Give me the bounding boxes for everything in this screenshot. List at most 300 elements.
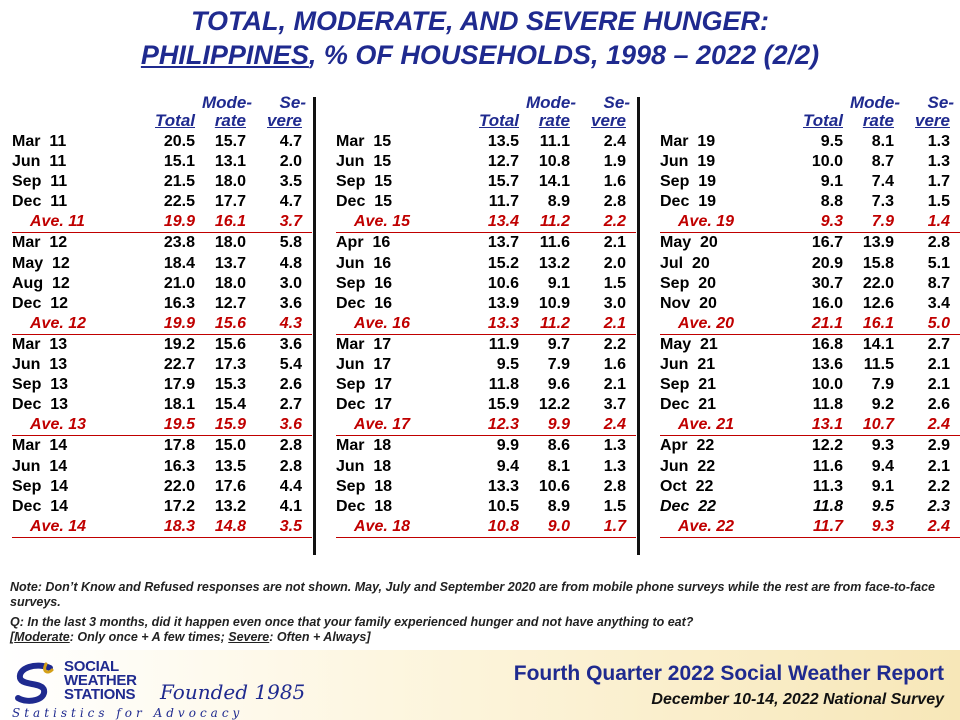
- moderate-definition: : Only once + A few times;: [69, 630, 229, 644]
- row-label: Dec 14: [12, 497, 69, 515]
- row-label: Mar 17: [336, 335, 392, 353]
- footer-banner: [0, 650, 960, 720]
- moderate-cell: 13.1: [214, 153, 246, 171]
- table-row: [336, 335, 636, 355]
- severe-cell: 2.0: [603, 254, 626, 272]
- total-cell: 15.1: [163, 153, 195, 171]
- total-cell: 13.9: [487, 294, 519, 312]
- table-row: [660, 436, 960, 456]
- moderate-cell: 10.9: [538, 294, 570, 312]
- total-cell: 21.0: [163, 274, 195, 292]
- average-row: [660, 517, 960, 538]
- severe-cell: 2.9: [927, 437, 950, 455]
- notes-section: [10, 580, 950, 650]
- column-header-row: [660, 92, 960, 132]
- severe-header-top: Se-: [927, 93, 954, 112]
- founded-text: Founded 1985: [160, 680, 306, 704]
- total-cell: 11.3: [812, 477, 843, 495]
- table-row: [12, 457, 312, 477]
- row-label: Nov 20: [660, 294, 717, 312]
- moderate-cell: 7.3: [871, 193, 894, 211]
- severe-cell: 2.2: [603, 213, 626, 231]
- moderate-cell: 13.9: [862, 234, 894, 252]
- table-row: [336, 274, 636, 294]
- total-cell: 22.0: [163, 477, 195, 495]
- report-title: [0, 4, 960, 72]
- severe-cell: 2.6: [927, 396, 950, 414]
- table-row: [660, 395, 960, 415]
- row-label: Mar 18: [336, 437, 392, 455]
- table-row: [336, 294, 636, 314]
- total-cell: 15.7: [487, 173, 519, 191]
- severe-cell: 2.1: [927, 376, 950, 394]
- moderate-cell: 9.7: [547, 335, 570, 353]
- total-cell: 19.2: [163, 335, 195, 353]
- moderate-cell: 15.4: [214, 396, 246, 414]
- total-cell: 11.8: [488, 376, 519, 394]
- moderate-cell: 15.6: [214, 314, 246, 332]
- sws-logo: [10, 656, 310, 720]
- severe-cell: 2.7: [279, 396, 302, 414]
- total-cell: 18.3: [163, 517, 195, 535]
- moderate-cell: 11.1: [539, 133, 570, 150]
- row-label: Ave. 17: [354, 416, 411, 434]
- moderate-cell: 7.9: [871, 213, 894, 231]
- total-cell: 20.9: [811, 254, 843, 272]
- total-cell: 13.5: [487, 133, 519, 150]
- severe-cell: 2.4: [927, 416, 950, 434]
- total-cell: 15.9: [487, 396, 519, 414]
- moderate-cell: 7.9: [871, 376, 894, 394]
- row-label: Jun 14: [12, 457, 68, 475]
- severe-cell: 4.8: [279, 254, 302, 272]
- severe-cell: 2.8: [603, 477, 626, 495]
- severe-cell: 3.5: [279, 517, 302, 535]
- moderate-cell: 9.4: [871, 457, 894, 475]
- table-row: [336, 152, 636, 172]
- table-row: [12, 192, 312, 212]
- total-cell: 18.4: [163, 254, 195, 272]
- severe-cell: 3.0: [279, 274, 302, 292]
- row-label: Sep 18: [336, 477, 393, 495]
- row-label: Ave. 15: [354, 213, 411, 231]
- title-line-2: [0, 38, 960, 72]
- severe-cell: 3.4: [927, 294, 950, 312]
- moderate-cell: 8.7: [871, 153, 894, 171]
- total-cell: 16.8: [811, 335, 843, 353]
- total-header: Total: [155, 111, 195, 130]
- moderate-header-top: Mode-: [849, 93, 900, 112]
- row-label: Apr 22: [660, 437, 715, 455]
- row-label: Sep 11: [12, 173, 68, 191]
- severe-cell: 1.3: [927, 133, 950, 150]
- row-label: Mar 12: [12, 234, 68, 252]
- row-label: Dec 22: [660, 497, 717, 515]
- moderate-cell: 11.2: [540, 213, 570, 231]
- total-cell: 20.5: [163, 133, 195, 150]
- severe-cell: 4.3: [279, 314, 302, 332]
- row-label: Jun 15: [336, 153, 392, 171]
- moderate-cell: 12.2: [538, 396, 570, 414]
- average-row: [660, 314, 960, 335]
- row-label: Ave. 13: [30, 416, 87, 434]
- moderate-cell: 9.1: [871, 477, 894, 495]
- severe-label: Severe: [228, 630, 270, 644]
- severe-cell: 2.0: [279, 153, 302, 171]
- severe-cell: 2.1: [927, 457, 950, 475]
- moderate-cell: 17.3: [214, 356, 246, 374]
- total-cell: 30.7: [811, 274, 843, 292]
- row-label: Jun 11: [12, 153, 67, 171]
- table-row: [660, 294, 960, 314]
- moderate-header-bottom: rate: [214, 111, 246, 130]
- table-row: [660, 375, 960, 395]
- moderate-cell: 9.5: [871, 497, 894, 515]
- moderate-cell: 7.9: [547, 356, 570, 374]
- row-label: Mar 19: [660, 133, 716, 150]
- total-cell: 13.3: [487, 477, 519, 495]
- moderate-cell: 8.9: [547, 497, 570, 515]
- severe-cell: 1.5: [927, 193, 950, 211]
- moderate-cell: 13.5: [214, 457, 246, 475]
- total-cell: 13.4: [487, 213, 519, 231]
- severe-header-top: Se-: [603, 93, 630, 112]
- row-label: Sep 20: [660, 274, 717, 292]
- severe-cell: 1.7: [603, 517, 626, 535]
- question-text: Q: In the last 3 months, did it happen even once that your family experienced hunger and not have anything to eat? [Moderate: Only once + A few times; Severe: Often + Always]: [10, 615, 694, 644]
- severe-cell: 4.4: [279, 477, 302, 495]
- table-row: [660, 355, 960, 375]
- severe-cell: 3.0: [603, 294, 626, 312]
- total-cell: 21.5: [163, 173, 195, 191]
- table-row: [12, 152, 312, 172]
- table-row: [12, 395, 312, 415]
- severe-cell: 2.2: [927, 477, 950, 495]
- row-label: Sep 17: [336, 376, 393, 394]
- severe-cell: 1.4: [927, 213, 950, 231]
- total-cell: 12.3: [487, 416, 519, 434]
- moderate-cell: 15.7: [214, 133, 246, 150]
- moderate-cell: 9.6: [547, 376, 570, 394]
- row-label: May 12: [12, 254, 70, 272]
- severe-cell: 1.3: [603, 457, 626, 475]
- total-cell: 13.1: [811, 416, 843, 434]
- moderate-header-top: Mode-: [525, 93, 576, 112]
- severe-cell: 2.1: [927, 356, 950, 374]
- row-label: Jun 18: [336, 457, 392, 475]
- severe-cell: 2.4: [927, 517, 950, 535]
- total-cell: 11.9: [488, 335, 519, 353]
- severe-definition: : Often + Always]: [269, 630, 371, 644]
- org-line-3: STATIONS: [64, 686, 136, 703]
- severe-header-top: Se-: [279, 93, 306, 112]
- row-label: Dec 21: [660, 396, 717, 414]
- moderate-cell: 10.6: [538, 477, 570, 495]
- moderate-header-bottom: rate: [538, 111, 570, 130]
- severe-cell: 2.8: [603, 193, 626, 211]
- moderate-cell: 17.7: [214, 193, 246, 211]
- total-cell: 10.5: [487, 497, 519, 515]
- moderate-cell: 9.9: [547, 416, 570, 434]
- total-cell: 17.9: [163, 376, 195, 394]
- table-row: [12, 355, 312, 375]
- org-name: [64, 660, 137, 702]
- moderate-cell: 8.1: [547, 457, 570, 475]
- severe-cell: 3.5: [279, 173, 302, 191]
- org-line-1: SOCIAL: [64, 658, 119, 675]
- swirl-logo-icon: [12, 660, 58, 706]
- moderate-cell: 13.2: [214, 497, 246, 515]
- row-label: Dec 19: [660, 193, 717, 211]
- table-row: [336, 172, 636, 192]
- average-row: [336, 314, 636, 335]
- moderate-cell: 13.7: [214, 254, 246, 272]
- average-row: [12, 517, 312, 538]
- severe-cell: 4.1: [279, 497, 302, 515]
- row-label: May 20: [660, 234, 718, 252]
- severe-cell: 1.5: [603, 274, 626, 292]
- severe-cell: 5.1: [927, 254, 950, 272]
- row-label: Mar 15: [336, 133, 392, 150]
- moderate-label: Moderate: [14, 630, 70, 644]
- moderate-cell: 17.6: [214, 477, 246, 495]
- total-cell: 9.4: [496, 457, 519, 475]
- row-label: Jun 21: [660, 356, 716, 374]
- row-label: Aug 12: [12, 274, 70, 292]
- row-label: Dec 17: [336, 396, 393, 414]
- total-cell: 11.7: [488, 193, 519, 211]
- row-label: Jun 19: [660, 153, 716, 171]
- total-cell: 9.3: [820, 213, 843, 231]
- severe-cell: 1.7: [927, 173, 950, 191]
- row-label: Jun 17: [336, 356, 392, 374]
- table-row: [336, 132, 636, 152]
- total-cell: 22.5: [163, 193, 195, 211]
- severe-cell: 1.6: [603, 173, 626, 191]
- total-cell: 15.2: [487, 254, 519, 272]
- row-label: Ave. 14: [30, 517, 87, 535]
- row-label: Dec 18: [336, 497, 393, 515]
- total-cell: 10.8: [487, 517, 519, 535]
- moderate-cell: 14.1: [862, 335, 894, 353]
- total-cell: 19.9: [163, 213, 195, 231]
- table-row: [336, 375, 636, 395]
- column-divider-2: [637, 97, 640, 555]
- total-cell: 16.3: [163, 457, 195, 475]
- total-header: Total: [479, 111, 519, 130]
- severe-cell: 3.7: [603, 396, 626, 414]
- table-row: [660, 233, 960, 253]
- row-label: Sep 21: [660, 376, 717, 394]
- row-label: Oct 22: [660, 477, 714, 495]
- total-cell: 17.8: [163, 437, 195, 455]
- total-cell: 11.6: [812, 457, 843, 475]
- org-line-2: WEATHER: [64, 672, 137, 689]
- average-row: [660, 415, 960, 436]
- row-label: Ave. 11: [30, 213, 85, 231]
- table-row: [12, 497, 312, 517]
- moderate-cell: 8.6: [547, 437, 570, 455]
- total-cell: 13.7: [487, 234, 519, 252]
- row-label: Sep 19: [660, 173, 717, 191]
- severe-cell: 2.8: [279, 437, 302, 455]
- severe-cell: 2.8: [279, 457, 302, 475]
- moderate-cell: 8.1: [871, 133, 894, 150]
- severe-cell: 2.6: [279, 376, 302, 394]
- table-row: [660, 497, 960, 517]
- severe-cell: 5.4: [279, 356, 302, 374]
- moderate-cell: 12.7: [214, 294, 246, 312]
- severe-cell: 2.8: [927, 234, 950, 252]
- table-row: [12, 172, 312, 192]
- table-row: [12, 254, 312, 274]
- severe-header-bottom: vere: [267, 111, 302, 130]
- row-label: Ave. 16: [354, 314, 411, 332]
- total-header: Total: [803, 111, 843, 130]
- average-row: [12, 415, 312, 436]
- total-cell: 22.7: [163, 356, 195, 374]
- severe-cell: 3.7: [279, 213, 302, 231]
- moderate-cell: 8.9: [547, 193, 570, 211]
- moderate-cell: 7.4: [871, 173, 894, 191]
- title-line-2-rest: , % OF HOUSEHOLDS, 1998 – 2022 (2/2): [308, 40, 820, 70]
- total-cell: 9.1: [820, 173, 843, 191]
- moderate-cell: 15.3: [214, 376, 246, 394]
- row-label: Jun 22: [660, 457, 716, 475]
- severe-cell: 4.7: [279, 133, 302, 150]
- title-country: PHILIPPINES: [140, 40, 309, 70]
- moderate-cell: 15.0: [214, 437, 246, 455]
- moderate-header-top: Mode-: [201, 93, 252, 112]
- total-cell: 9.5: [820, 133, 843, 150]
- row-label: Jul 20: [660, 254, 710, 272]
- total-cell: 11.8: [813, 497, 843, 515]
- table-row: [336, 457, 636, 477]
- table-row: [336, 395, 636, 415]
- total-cell: 23.8: [163, 234, 195, 252]
- row-label: Ave. 18: [354, 517, 411, 535]
- severe-cell: 1.6: [603, 356, 626, 374]
- severe-header-bottom: vere: [591, 111, 626, 130]
- moderate-cell: 13.2: [538, 254, 570, 272]
- table-row: [12, 375, 312, 395]
- total-cell: 9.9: [496, 437, 519, 455]
- table-row: [660, 457, 960, 477]
- total-cell: 16.0: [811, 294, 843, 312]
- total-cell: 13.3: [487, 314, 519, 332]
- row-label: Dec 12: [12, 294, 69, 312]
- row-label: May 21: [660, 335, 718, 353]
- moderate-cell: 11.5: [863, 356, 894, 374]
- severe-cell: 1.3: [603, 437, 626, 455]
- column-header-row: [336, 92, 636, 132]
- severe-cell: 2.7: [927, 335, 950, 353]
- severe-cell: 1.5: [603, 497, 626, 515]
- table-row: [336, 497, 636, 517]
- row-label: Ave. 21: [678, 416, 735, 434]
- total-cell: 10.0: [811, 376, 843, 394]
- total-cell: 12.2: [811, 437, 843, 455]
- severe-cell: 4.7: [279, 193, 302, 211]
- severe-cell: 2.1: [603, 376, 626, 394]
- severe-cell: 2.4: [603, 416, 626, 434]
- table-row: [336, 192, 636, 212]
- severe-cell: 2.1: [603, 314, 626, 332]
- row-label: Dec 16: [336, 294, 393, 312]
- total-cell: 16.3: [163, 294, 195, 312]
- table-row: [336, 233, 636, 253]
- moderate-cell: 16.1: [862, 314, 894, 332]
- total-cell: 8.8: [820, 193, 843, 211]
- average-row: [660, 212, 960, 233]
- severe-cell: 2.1: [603, 234, 626, 252]
- total-cell: 16.7: [811, 234, 843, 252]
- report-name: Fourth Quarter 2022 Social Weather Report: [513, 662, 944, 685]
- moderate-cell: 22.0: [862, 274, 894, 292]
- moderate-cell: 9.0: [547, 517, 570, 535]
- table-row: [660, 335, 960, 355]
- row-label: Apr 16: [336, 234, 391, 252]
- severe-cell: 2.2: [603, 335, 626, 353]
- severe-cell: 8.7: [927, 274, 950, 292]
- survey-date: December 10-14, 2022 National Survey: [651, 691, 944, 708]
- total-cell: 9.5: [496, 356, 519, 374]
- moderate-cell: 18.0: [214, 173, 246, 191]
- moderate-cell: 15.9: [214, 416, 246, 434]
- total-cell: 11.7: [813, 517, 843, 535]
- average-row: [336, 517, 636, 538]
- table-row: [660, 192, 960, 212]
- table-row: [660, 254, 960, 274]
- row-label: Mar 14: [12, 437, 68, 455]
- total-cell: 17.2: [163, 497, 195, 515]
- row-label: Sep 14: [12, 477, 69, 495]
- question-line: Q: In the last 3 months, did it happen even once that your family experienced hunger and not have anything to eat?: [10, 615, 694, 629]
- moderate-cell: 14.1: [538, 173, 570, 191]
- title-line-1: TOTAL, MODERATE, AND SEVERE HUNGER:: [190, 6, 770, 36]
- severe-cell: 5.0: [927, 314, 950, 332]
- table-row: [336, 355, 636, 375]
- severe-cell: 2.4: [603, 133, 626, 150]
- table-row: [660, 132, 960, 152]
- table-row: [336, 436, 636, 456]
- total-cell: 18.1: [163, 396, 195, 414]
- table-row: [12, 335, 312, 355]
- moderate-cell: 11.2: [540, 314, 570, 332]
- moderate-cell: 10.8: [538, 153, 570, 171]
- average-row: [12, 212, 312, 233]
- row-label: Jun 13: [12, 356, 68, 374]
- severe-cell: 1.3: [927, 153, 950, 171]
- severe-cell: 3.6: [279, 416, 302, 434]
- table-row: [660, 172, 960, 192]
- moderate-cell: 11.6: [539, 234, 570, 252]
- row-label: Sep 16: [336, 274, 393, 292]
- table-row: [660, 477, 960, 497]
- row-label: Mar 13: [12, 335, 68, 353]
- severe-header-bottom: vere: [915, 111, 950, 130]
- tagline: Statistics for Advocacy: [12, 706, 244, 720]
- row-label: Ave. 22: [678, 517, 735, 535]
- note-text: Note: Don’t Know and Refused responses are not shown. May, July and September 2020 are from mobile phone surveys while the rest are from face-to-face surveys.: [10, 580, 935, 609]
- total-cell: 13.6: [811, 356, 843, 374]
- total-cell: 19.5: [163, 416, 195, 434]
- total-cell: 21.1: [811, 314, 843, 332]
- row-label: Ave. 12: [30, 314, 87, 332]
- table-row: [12, 294, 312, 314]
- moderate-cell: 9.3: [871, 437, 894, 455]
- total-cell: 11.8: [812, 396, 843, 414]
